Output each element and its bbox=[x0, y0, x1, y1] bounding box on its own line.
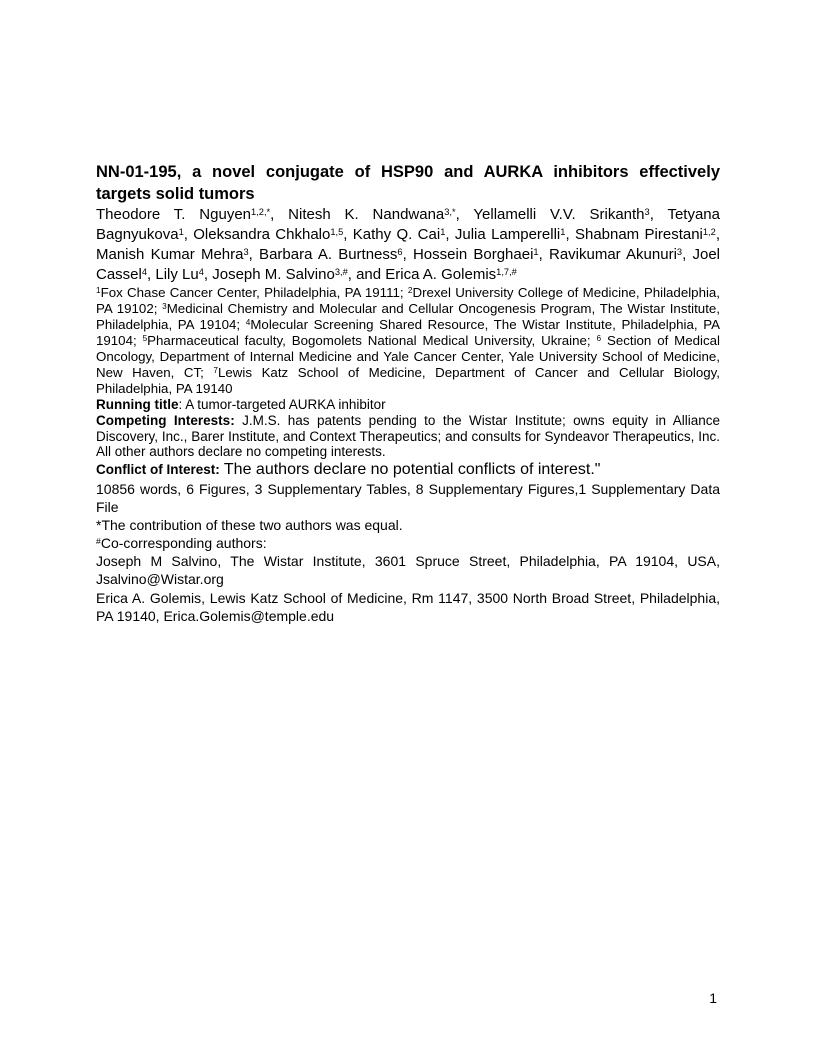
paper-title: NN-01-195, a novel conjugate of HSP90 and AURKA inhibitors effectively targets solid tumors bbox=[96, 163, 720, 203]
competing-interests bbox=[96, 413, 720, 460]
running-title bbox=[96, 397, 720, 413]
corresponding-author-salvino: Joseph M Salvino, The Wistar Institute, 3601 Spruce Street, Philadelphia, PA 19104, USA, Jsalvino@Wistar.org bbox=[96, 552, 720, 587]
running-title-text: : A tumor-targeted AURKA inhibitor bbox=[178, 397, 386, 412]
conflict-of-interest bbox=[96, 460, 720, 480]
co-corresponding-note: #Co-corresponding authors: bbox=[96, 534, 267, 551]
page-number: 1 bbox=[709, 990, 717, 1006]
competing-interests-label: Competing Interests: bbox=[96, 413, 235, 428]
affiliation-list: $^1$Fox Chase Cancer Center, Philadelphia, PA 19111; $^2$Drexel University College of Medicine, Philadelphia, PA 19102; $^3$Medicinal Chemistry and Molecular and Cellular Oncogenesis Program, The Wistar Institute, Philadelphia, PA 19104; $^4$Molecular Screening Shared Resource, The Wistar Institute, Philadelphia, PA 19104; $^5$Pharmaceutical faculty, Bogomolets National Medical University, Ukraine; $^6$ Section of Medical Oncology, Department of Internal Medicine and Yale Cancer Center, Yale University School of Medicine, New Haven, CT; $^7$Lewis Katz School of Medicine, Department of Cancer and Cellular Biology, Philadelphia, PA 19140 bbox=[96, 285, 721, 396]
manuscript-stats: 10856 words, 6 Figures, 3 Supplementary Tables, 8 Supplementary Figures,1 Supplementary Data File bbox=[96, 480, 720, 515]
corresponding-author-golemis: Erica A. Golemis, Lewis Katz School of Medicine, Rm 1147, 3500 North Broad Street, Philadelphia, PA 19140, Erica.Golemis@temple.edu bbox=[96, 589, 720, 624]
conflict-of-interest-label: Conflict of Interest: bbox=[96, 461, 220, 477]
running-title-label: Running title bbox=[96, 397, 179, 412]
competing-interests-text: J.M.S. has patents pending to the Wistar Institute; owns equity in Alliance Discovery, Inc., Barer Institute, and Context Therapeutics; and consults for Syndeavor Therapeutics, Inc. All other authors declare no competing interests. bbox=[96, 413, 720, 459]
equal-contribution-note: *The contribution of these two authors was equal. bbox=[96, 516, 403, 533]
author-list: Theodore T. Nguyen$^{1,2,*}$, Nitesh K. Nandwana$^{3,*}$, Yellamelli V.V. Srikanth$^3$, Tetyana Bagnyukova$^1$, Oleksandra Chkhalo$^{1,5}$, Kathy Q. Cai$^1$, Julia Lamperelli$^1$, Shabnam Pirestani$^{1,2}$, Manish Kumar Mehra$^3$, Barbara A. Burtness$^6$, Hossein Borghaei$^1$, Ravikumar Akunuri$^3$, Joel Cassel$^4$, Lily Lu$^4$, Joseph M. Salvino$^{3,\#}$, and Erica A. Golemis$^{1,7,\#}$ bbox=[96, 206, 720, 283]
conflict-of-interest-text: The authors declare no potential conflicts of interest." bbox=[219, 460, 601, 478]
